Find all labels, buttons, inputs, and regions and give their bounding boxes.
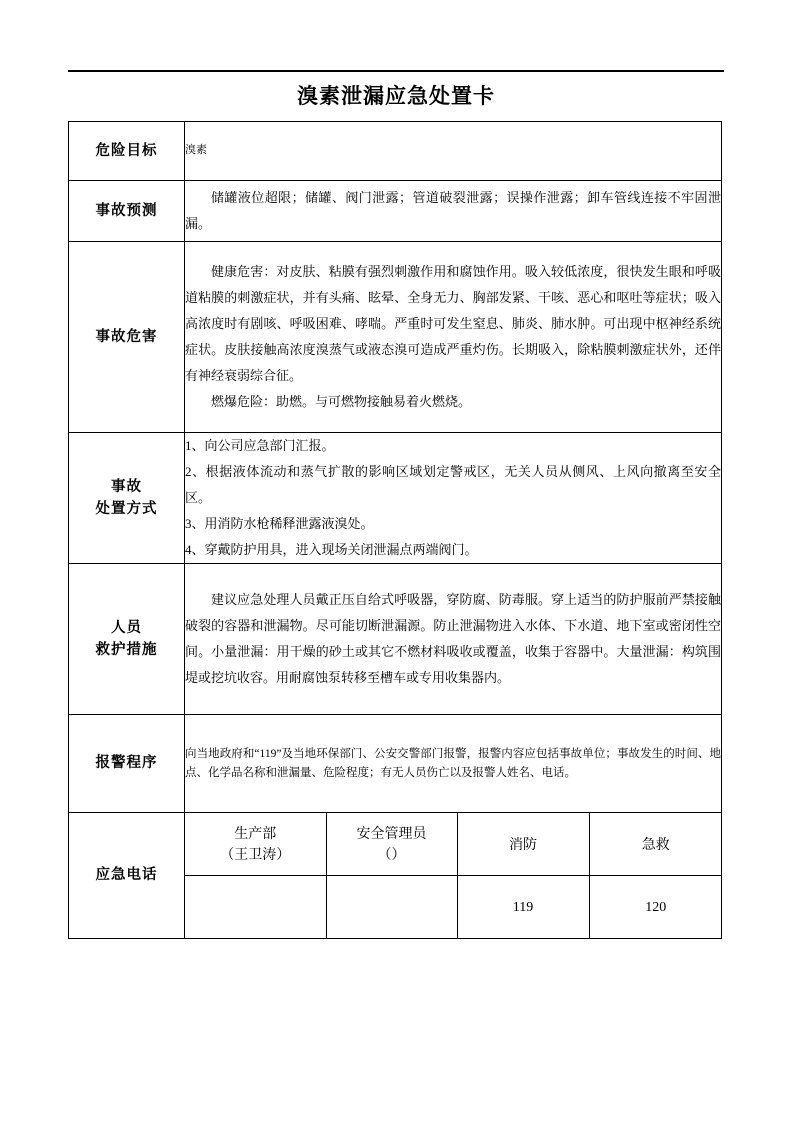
disposal-item-1: 1、向公司应急部门汇报。 — [185, 438, 335, 453]
emergency-phone-table — [185, 813, 722, 938]
forecast-paragraph: 储罐液位超限；储罐、阀门泄露；管道破裂泄露；误操作泄露；卸车管线连接不牢固泄漏。 — [185, 190, 721, 231]
harm-paragraph-health: 健康危害：对皮肤、粘膜有强烈刺激作用和腐蚀作用。吸入较低浓度，很快发生眼和呼吸道粘膜的刺激症状，并有头痛、眩晕、全身无力、胸部发紧、干咳、恶心和呕吐等症状；吸入高浓度时有剧咳、呼吸困难、哮喘。严重时可发生窒息、肺炎、肺水肿。可出现中枢神经系统症状。皮肤接触高浓度溴蒸气或液态溴可造成严重灼伤。长期吸入，除粘膜刺激症状外，还伴有神经衰弱综合征。 — [185, 264, 721, 383]
emergency-phone-subtable-cell — [185, 813, 722, 939]
table-row-personnel-rescue — [69, 564, 722, 715]
row-value-disposal-method — [185, 433, 722, 564]
phone-header-safety-manager — [326, 813, 457, 876]
row-label-emergency-phone: 应急电话 — [69, 813, 185, 939]
rescue-label-line1: 人员 — [111, 619, 142, 636]
row-label-alarm-procedure: 报警程序 — [69, 715, 185, 813]
row-label-accident-harm: 事故危害 — [69, 242, 185, 433]
page-title: 溴素泄漏应急处置卡 — [297, 85, 495, 108]
row-label-accident-forecast: 事故预测 — [69, 181, 185, 242]
phone-header-ambulance: 急救 — [589, 813, 722, 876]
disposal-item-2: 2、根据液体流动和蒸气扩散的影响区域划定警戒区，无关人员从侧风、上风向撤离至安全区。 — [185, 464, 721, 505]
table-row-emergency-phone — [69, 813, 722, 939]
emergency-response-card-table — [68, 121, 722, 939]
disposal-label-line2: 处置方式 — [95, 501, 158, 517]
phone-header-row — [185, 813, 722, 876]
row-label-disposal-method — [69, 433, 185, 564]
phone-header-production-line2: （王卫涛） — [220, 846, 291, 862]
alarm-paragraph: 向当地政府和“119”及当地环保部门、公安交警部门报警，报警内容应包括事故单位；事故发生的时间、地点、化学品名称和泄漏量、危险程度；有无人员伤亡以及报警人姓名、电话。 — [185, 748, 721, 779]
table-row-alarm-procedure — [69, 715, 722, 813]
disposal-item-3: 3、用消防水枪稀释泄露液溴处。 — [185, 516, 374, 531]
row-value-accident-forecast — [185, 181, 722, 242]
disposal-item-4: 4、穿戴防护用具，进入现场关闭泄漏点两端阀门。 — [185, 542, 478, 557]
header-rule — [68, 70, 724, 72]
phone-value-production — [185, 876, 326, 939]
table-row-accident-harm — [69, 242, 722, 433]
table-row-accident-forecast — [69, 181, 722, 242]
phone-header-safety-line1: 安全管理员 — [356, 825, 427, 841]
row-label-personnel-rescue — [69, 564, 185, 715]
harm-paragraph-explosion: 燃爆危险：助燃。与可燃物接触易着火燃烧。 — [211, 394, 472, 409]
phone-value-ambulance: 120 — [589, 876, 722, 939]
phone-value-safety-manager — [326, 876, 457, 939]
row-value-hazard-target: 溴素 — [185, 122, 722, 181]
row-value-alarm-procedure — [185, 715, 722, 813]
row-value-personnel-rescue — [185, 564, 722, 715]
rescue-paragraph: 建议应急处理人员戴正压自给式呼吸器，穿防腐、防毒服。穿上适当的防护服前严禁接触破裂的容器和泄漏物。尽可能切断泄漏源。防止泄漏物进入水体、下水道、地下室或密闭性空间。小量泄漏：用干燥的砂土或其它不燃材料吸收或覆盖，收集于容器中。大量泄漏：构筑围堤或挖坑收容。用耐腐蚀泵转移至槽车或专用收集器内。 — [185, 592, 721, 685]
phone-header-safety-line2: （） — [377, 846, 406, 862]
disposal-label-line1: 事故 — [111, 478, 142, 495]
phone-header-production-line1: 生产部 — [234, 825, 277, 841]
phone-value-row — [185, 876, 722, 939]
phone-header-production — [185, 813, 326, 876]
phone-value-fire: 119 — [457, 876, 589, 939]
table-row-disposal-method — [69, 433, 722, 564]
rescue-label-line2: 救护措施 — [95, 642, 158, 658]
row-label-hazard-target: 危险目标 — [69, 122, 185, 181]
table-row-hazard-target — [69, 122, 722, 181]
row-value-accident-harm — [185, 242, 722, 433]
phone-header-fire: 消防 — [457, 813, 589, 876]
